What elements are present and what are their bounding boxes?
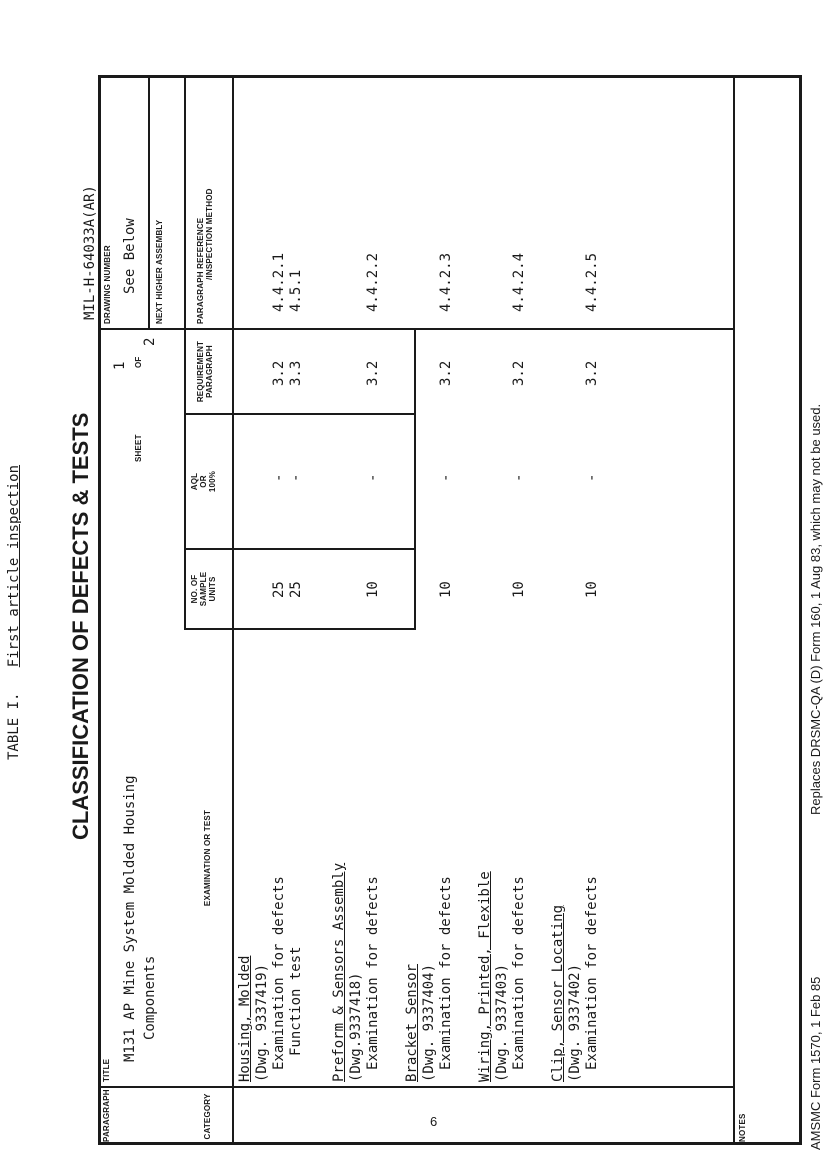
aql-cell: - [511,473,527,482]
col-samples-line-3: UNITS [208,576,217,602]
header-bottom-line [232,75,234,1145]
col-exam: EXAMINATION OR TEST [203,809,212,907]
table-caption-label: TABLE I. [6,692,22,760]
table-caption-title: First article inspection [6,464,22,668]
requirement-cell: 3.2 [365,360,381,386]
exam-cell: Examination for defects [365,876,381,1070]
notes-label: NOTES [738,1113,747,1142]
sheet-total: 2 [142,337,158,346]
col-aql-line-3: 100% [208,470,217,493]
col-aql-line-2: OR [199,475,208,488]
paragraph-label: PARAGRAPH [102,1089,111,1142]
title-line-2: Components [142,955,158,1040]
component-drawing: (Dwg. 9337419) [254,963,270,1082]
component-name: Bracket Sensor [404,963,420,1082]
col-requirement [196,330,214,413]
component-drawing: (Dwg.9337418) [348,972,364,1082]
col-samples [190,550,217,628]
aql-cell: - [365,473,381,482]
samples-cell: 25 [271,581,287,598]
aql-cell: - [271,473,287,482]
col-req-line-1: REQUIREMENT [196,340,205,403]
exam-cell: Function test [288,946,304,1056]
aql-divider [184,413,416,415]
col-samples-line-1: NO. OF [190,574,199,604]
component-drawing: (Dwg. 9337402) [567,963,583,1082]
drawing-box-divider [148,77,150,330]
title-label: TITLE [102,1058,111,1082]
reference-cell: 4.4.2.2 [365,252,381,312]
table-caption [6,465,22,760]
component-drawing: (Dwg. 9337404) [421,963,437,1082]
samples-divider [184,548,416,550]
col-aql-line-1: AQL [190,472,199,491]
category-divider [232,1086,733,1088]
col-paragraph-reference [196,188,214,324]
footer-replaces: Replaces DRSMC-QA (D) Form 160, 1 Aug 83, which may not be used. [808,403,823,815]
next-assembly-label: NEXT HIGHER ASSEMBLY [155,219,164,324]
requirement-cell: 3.2 [438,360,454,386]
sheet-lower-line [184,328,186,630]
component-name: Clip, Sensor Locating [550,904,566,1082]
drawing-number-value: See Below [122,218,138,294]
col-req-line-2: PARAGRAPH [205,345,214,398]
aql-cell: - [288,473,304,482]
samples-cell: 25 [288,581,304,598]
drawing-number-label: DRAWING NUMBER [103,245,112,324]
title-line-1: M131 AP Mine System Molded Housing [122,775,138,1062]
spec-id: MIL-H-64033A(AR) [82,185,98,320]
samples-cell: 10 [584,581,600,598]
reference-cell: 4.5.1 [288,269,304,312]
next-assembly-divider [184,77,186,330]
requirement-cell: 3.2 [271,360,287,386]
reference-cell: 4.4.2.3 [438,252,454,312]
col-category: CATEGORY [203,1093,212,1140]
footer-form-id: AMSMC Form 1570, 1 Feb 85 [808,976,823,1150]
notes-separator [733,75,735,1145]
page-number: 6 [430,1114,438,1129]
col-samples-line-2: SAMPLE [199,571,208,607]
component-drawing: (Dwg. 9337403) [494,963,510,1082]
col-aql [190,415,217,548]
reference-cell: 4.4.2.4 [511,252,527,312]
reference-cell: 4.4.2.5 [584,252,600,312]
exam-cell: Examination for defects [271,876,287,1070]
reference-cell: 4.4.2.1 [271,252,287,312]
form-title: CLASSIFICATION OF DEFECTS & TESTS [68,412,93,840]
exam-cell: Examination for defects [584,876,600,1070]
component-name: Preform & Sensors Assembly [331,862,347,1082]
requirement-cell: 3.2 [584,360,600,386]
exam-cell: Examination for defects [438,876,454,1070]
numeric-columns-bottom [414,328,416,630]
sheet-of-label: OF [134,356,143,368]
samples-cell: 10 [511,581,527,598]
exam-divider [184,628,416,630]
samples-cell: 10 [365,581,381,598]
aql-cell: - [584,473,600,482]
sheet-label: SHEET [134,434,143,462]
aql-cell: - [438,473,454,482]
col-ref-line-2: /INSPECTION METHOD [205,188,214,280]
exam-cell: Examination for defects [511,876,527,1070]
requirement-cell: 3.2 [511,360,527,386]
samples-cell: 10 [438,581,454,598]
sheet-number: 1 [112,361,128,370]
component-name: Wiring, Printed, Flexible [477,871,493,1082]
requirement-cell: 3.3 [288,360,304,386]
col-ref-line-1: PARAGRAPH REFERENCE [196,217,205,324]
component-name: Housing, Molded [237,955,253,1082]
